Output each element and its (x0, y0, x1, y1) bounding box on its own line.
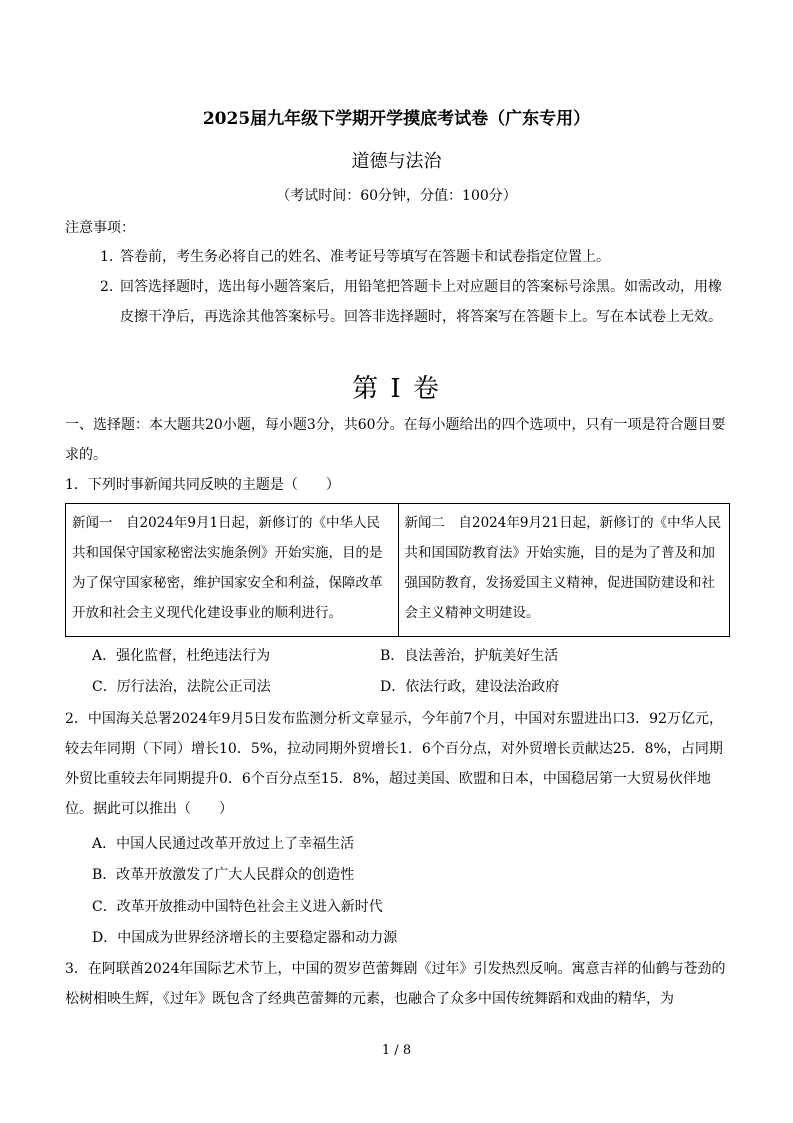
notice-item (100, 272, 730, 332)
option-a: A．强化监督，杜绝违法行为 (92, 648, 271, 664)
question-stem: 3．在阿联酋2024年国际艺术节上，中国的贺岁芭蕾舞剧《过年》引发热烈反响。寓意吉祥的仙鹤与苍劲的松树相映生辉，《过年》既包含了经典芭蕾舞的元素，也融合了众多中国传统舞蹈和戏曲的精华，为 (65, 961, 726, 1007)
notice-item-text: 答卷前，考生务必将自己的姓名、准考证号等填写在答题卡和试卷指定位置上。 (120, 249, 610, 265)
question-stem: 2．中国海关总署2024年9月5日发布监测分析文章显示，今年前7个月，中国对东盟进出口3．92万亿元，较去年同期（下同）增长10．5%，拉动同期外贸增长1．6个百分点，对外贸增长贡献达25．8%，占同期外贸比重较去年同期提升0．6个百分点至15．8%，超过美国、欧盟和日本，中国稳居第一大贸易伙伴地位。据此可以推出（ ） (65, 711, 723, 817)
news-cell: 新闻一 自2024年9月1日起，新修订的《中华人民共和国保守国家秘密法实施条例》开始实施，目的是为了保守国家秘密，维护国家安全和利益，保障改革开放和社会主义现代化建设事业的顺利进行。 (72, 515, 383, 621)
notice-item-number: 1． (100, 249, 123, 265)
exam-info: （考试时间：60分钟，分值：100分） (276, 188, 517, 204)
news-cell: 新闻二 自2024年9月21日起，新修订的《中华人民共和国国防教育法》开始实施，目的是为了普及和加强国防教育，发扬爱国主义精神，促进国防建设和社会主义精神文明建设。 (398, 504, 730, 636)
option-b: B．良法善治，护航美好生活 (380, 648, 559, 664)
exam-title: 2025届九年级下学期开学摸底考试卷（广东专用） (202, 109, 591, 129)
notice-title: 注意事项： (65, 220, 135, 236)
option-c: C．改革开放推动中国特色社会主义进入新时代 (92, 899, 383, 915)
question-stem: 1．下列时事新闻共同反映的主题是（ ） (65, 477, 340, 493)
notice-item-text: 回答选择题时，选出每小题答案后，用铅笔把答题卡上对应题目的答案标号涂黑。如需改动，用橡皮擦干净后，再选涂其他答案标号。回答非选择题时，将答案写在答题卡上。写在本试卷上无效。 (120, 279, 722, 325)
news-table (65, 503, 730, 637)
page-number: 1 / 8 (381, 1043, 412, 1058)
option-a: A．中国人民通过改革开放过上了幸福生活 (92, 836, 355, 852)
part-title: 第 I 卷 (352, 374, 441, 404)
notice-item (100, 242, 730, 272)
option-b: B．改革开放激发了广大人民群众的创造性 (92, 867, 355, 883)
option-c: C．厉行法治，法院公正司法 (92, 679, 271, 695)
section-intro: 一、选择题：本大题共20小题，每小题3分，共60分。在每小题给出的四个选项中，只有一项是符合题目要求的。 (65, 417, 726, 463)
option-d: D．依法行政，建设法治政府 (380, 679, 560, 695)
option-d: D．中国成为世界经济增长的主要稳定器和动力源 (92, 930, 398, 946)
notice-item-number: 2． (100, 279, 123, 295)
subject-title: 道德与法治 (351, 151, 442, 172)
